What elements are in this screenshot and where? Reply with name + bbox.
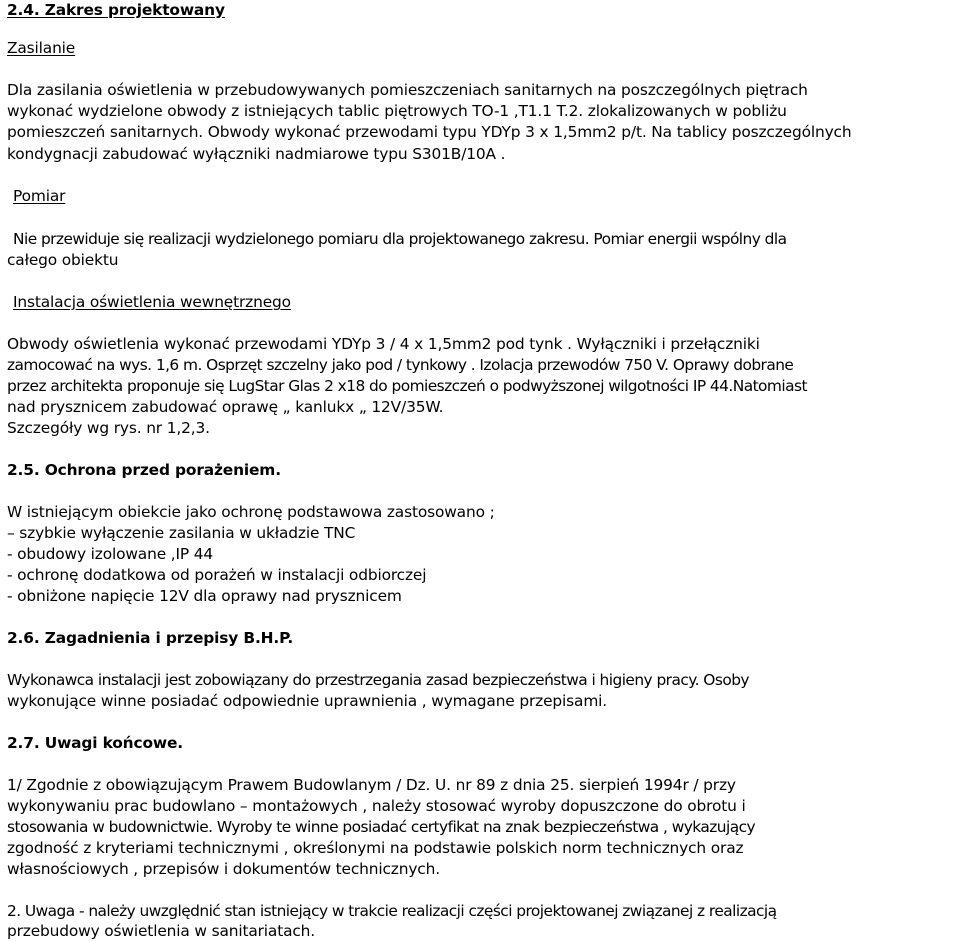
s27-line-1: 1/ Zgodnie z obowiązującym Prawem Budowlanym / Dz. U. nr 89 z dnia 25. sierpień 1994r / przy (7, 776, 736, 794)
s25-line-1: W istniejącym obiekcie jako ochronę podstawowa zastosowano ; (7, 503, 495, 521)
zasilanie-line-2: wykonać wydzielone obwody z istniejących tablic piętrowych TO-1 ,T1.1 T.2. zlokalizowanych w pobliżu (7, 102, 787, 120)
section-2-7-title: 2.7. Uwagi końcowe. (7, 734, 183, 752)
instalacja-line-4: nad prysznicem zabudować oprawę „ kanlukx „ 12V/35W. (7, 398, 444, 416)
s27-line-3: stosowania w budownictwie. Wyroby te winne posiadać certyfikat na znak bezpieczeństwa , wykazujący (7, 818, 756, 836)
s25-line-5: - obniżone napięcie 12V dla oprawy nad prysznicem (7, 587, 402, 605)
s27-line-4: zgodność z kryteriami technicznymi , określonymi na podstawie polskich norm technicznych oraz (7, 839, 744, 857)
zasilanie-line-1: Dla zasilania oświetlenia w przebudowywanych pomieszczeniach sanitarnych na poszczególnych piętrach (7, 81, 808, 99)
s26-line-1: Wykonawca instalacji jest zobowiązany do przestrzegania zasad bezpieczeństwa i higieny pracy. Osoby (7, 671, 749, 689)
instalacja-line-5: Szczegóły wg rys. nr 1,2,3. (7, 419, 210, 437)
instalacja-line-1: Obwody oświetlenia wykonać przewodami YDYp 3 / 4 x 1,5mm2 pod tynk . Wyłączniki i przełączniki (7, 335, 760, 353)
section-2-5-title: 2.5. Ochrona przed porażeniem. (7, 461, 281, 479)
s25-line-4: - ochronę dodatkowa od porażeń w instalacji odbiorczej (7, 566, 427, 584)
section-2-4-title: 2.4. Zakres projektowany (7, 1, 225, 19)
s27-line-2: wykonywaniu prac budowlano – montażowych , należy stosować wyroby dopuszczone do obrotu i (7, 797, 746, 815)
instalacja-heading: Instalacja oświetlenia wewnętrznego (13, 293, 291, 311)
pomiar-line-2: całego obiektu (7, 251, 119, 269)
pomiar-heading: Pomiar (13, 187, 66, 205)
s25-line-3: - obudowy izolowane ,IP 44 (7, 545, 214, 563)
s26-line-2: wykonujące winne posiadać odpowiednie uprawnienia , wymagane przepisami. (7, 692, 608, 710)
s25-line-2: – szybkie wyłączenie zasilania w układzie TNC (7, 524, 356, 542)
instalacja-line-2: zamocować na wys. 1,6 m. Osprzęt szczelny jako pod / tynkowy . Izolacja przewodów 750 V. Oprawy dobrane (7, 356, 794, 374)
pomiar-line-1: Nie przewiduje się realizacji wydzielonego pomiaru dla projektowanego zakresu. Pomiar energii wspólny dla (13, 230, 787, 248)
s27-line-5: własnościowych , przepisów i dokumentów technicznych. (7, 860, 440, 878)
s27-line-7: przebudowy oświetlenia w sanitariatach. (7, 922, 316, 940)
s27-line-6: 2. Uwaga - należy uwzględnić stan istniejący w trakcie realizacji części projektowanej związanej z realizacją (7, 902, 777, 920)
instalacja-line-3: przez architekta proponuje się LugStar Glas 2 x18 do pomieszczeń o podwyższonej wilgotności IP 44.Natomiast (7, 377, 807, 395)
zasilanie-heading: Zasilanie (7, 39, 76, 57)
zasilanie-line-4: kondygnacji zabudować wyłączniki nadmiarowe typu S301B/10A . (7, 145, 506, 163)
zasilanie-line-3: pomieszczeń sanitarnych. Obwody wykonać przewodami typu YDYp 3 x 1,5mm2 p/t. Na tablicy poszczególnych (7, 123, 852, 141)
section-2-6-title: 2.6. Zagadnienia i przepisy B.H.P. (7, 629, 294, 647)
